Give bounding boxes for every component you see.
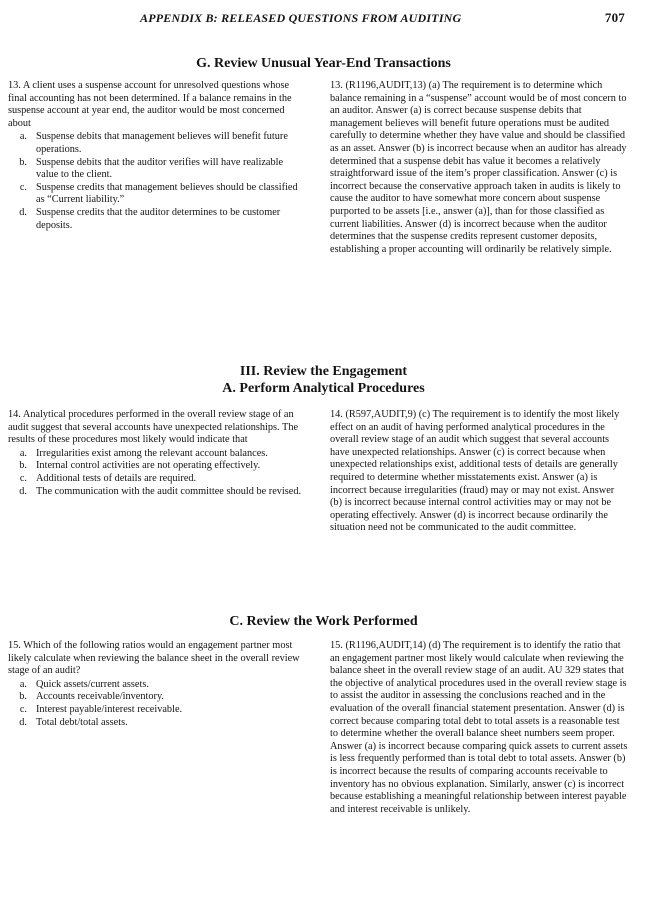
answer-15-text: 15. (R1196,AUDIT,14) (d) The requirement is to identify the ratio that an engagement partner most likely would calculate when reviewing the balance sheet in the overall review stage of an audit. AU 329 states that the objective of analytical procedures used in the overall review stage is to assist the auditor in assessing the conclusions reached and in the evaluation of the overall financial statement presentation. Answer (d) is correct because comparing total debt to total assets is a reasonable test to determine whether the overall balance sheet numbers seem proper. Answer (a) is incorrect because comparing quick assets to current assets is less frequently performed than is total debt to total assets. Answer (b) is incorrect because the results of comparing accounts receivable to inventory has no obvious explanation. Similarly, answer (c) is incorrect because establishing a meaningful relationship between interest payable and interest receivable is unlikely. bbox=[330, 640, 628, 815]
option-item bbox=[8, 473, 304, 486]
running-title: APPENDIX B: RELEASED QUESTIONS FROM AUDITING bbox=[140, 11, 462, 25]
section-title-a: A. Perform Analytical Procedures bbox=[222, 381, 425, 396]
option-letter: d. bbox=[19, 485, 27, 497]
option-letter: a. bbox=[19, 678, 27, 690]
option-text: Interest payable/interest receivable. bbox=[36, 703, 183, 715]
option-item bbox=[8, 717, 304, 730]
section-title-g: G. Review Unusual Year-End Transactions bbox=[196, 56, 451, 71]
option-letter: c. bbox=[19, 472, 27, 484]
option-text: The communication with the audit committee should be revised. bbox=[36, 485, 302, 497]
question-13 bbox=[8, 80, 304, 232]
question-15 bbox=[8, 640, 304, 729]
option-text: Suspense debits that the auditor verifies will have realizable value to the client. bbox=[36, 156, 284, 181]
option-item bbox=[8, 448, 304, 461]
option-item bbox=[8, 131, 304, 156]
option-text: Quick assets/current assets. bbox=[36, 678, 149, 690]
option-item bbox=[8, 182, 304, 207]
answer-14-text: 14. (R597,AUDIT,9) (c) The requirement is to identify the most likely effect on an audit of having performed analytical procedures in the overall review stage of an audit which suggest that several accounts have unexpected relationships. Answer (c) is correct because when unexpected relationships exist, additional tests of details are generally required to determine whether misstatements exist. Answer (a) is incorrect because irregularities (fraud) may or may not exist. Answer (b) is incorrect because internal control activities may or may not be operating effectively. Answer (d) is incorrect because ordinarily the situation need not be communicated to the audit committee. bbox=[330, 409, 620, 534]
question-14-options bbox=[8, 448, 304, 498]
page-header bbox=[0, 8, 647, 28]
question-13-options bbox=[8, 131, 304, 232]
option-letter: c. bbox=[19, 181, 27, 193]
option-item bbox=[8, 460, 304, 473]
option-letter: d. bbox=[19, 716, 27, 728]
option-text: Suspense credits that the auditor determines to be customer deposits. bbox=[36, 206, 281, 231]
option-item bbox=[8, 157, 304, 182]
option-text: Total debt/total assets. bbox=[36, 716, 128, 728]
option-letter: b. bbox=[19, 691, 27, 703]
answer-13 bbox=[330, 80, 628, 256]
question-13-stem: 13. A client uses a suspense account for unresolved questions whose final accounting has not been determined. If a balance remains in the suspense account at year end, the auditor would be most concerned about bbox=[8, 80, 292, 129]
option-letter: a. bbox=[19, 131, 27, 143]
page-number: 707 bbox=[604, 10, 625, 25]
question-15-stem: 15. Which of the following ratios would an engagement partner most likely calculate when reviewing the balance sheet in the overall review stage of an audit? bbox=[8, 640, 300, 677]
option-letter: c. bbox=[19, 703, 27, 715]
option-text: Additional tests of details are required. bbox=[36, 472, 197, 484]
option-item bbox=[8, 691, 304, 704]
question-14 bbox=[8, 409, 304, 498]
option-letter: b. bbox=[19, 156, 27, 168]
option-item bbox=[8, 207, 304, 232]
answer-13-text: 13. (R1196,AUDIT,13) (a) The requirement is to determine which balance remaining in a “suspense” account would be of most concern to an auditor. Answer (a) is correct because suspense debits that management believes will benefit future operations must be audited carefully to determine whether they have value and should be classified as an asset. Answer (b) is incorrect because when an auditor has already determined that a suspense debit has value it becomes a relatively straightforward issue of the item’s proper classification. Answer (c) is incorrect because the conservative approach taken in audits is likely to cause the auditor to have somewhat more concern about suspense purported to be assets [i.e., answer (a)], than for those classified as current liabilities. Answer (d) is incorrect because when the auditor determines that the suspense credits represent customer deposits, establishing a proper accounting will ordinarily be relatively simple. bbox=[330, 80, 627, 255]
option-letter: a. bbox=[19, 447, 27, 459]
option-text: Accounts receivable/inventory. bbox=[36, 691, 164, 703]
option-item bbox=[8, 486, 304, 499]
question-15-options bbox=[8, 679, 304, 729]
answer-14 bbox=[330, 409, 628, 535]
section-title-iii: III. Review the Engagement bbox=[239, 364, 408, 379]
section-title-c: C. Review the Work Performed bbox=[229, 614, 418, 629]
option-text: Suspense credits that management believes should be classified as “Current liability.” bbox=[36, 181, 298, 206]
option-item bbox=[8, 679, 304, 692]
question-14-stem: 14. Analytical procedures performed in the overall review stage of an audit suggest that several accounts have unexpected relationships. The results of these procedures most likely would indicate that bbox=[8, 409, 299, 446]
option-letter: d. bbox=[19, 206, 27, 218]
option-text: Irregularities exist among the relevant account balances. bbox=[36, 447, 268, 459]
option-text: Internal control activities are not operating effectively. bbox=[36, 460, 261, 472]
option-item bbox=[8, 704, 304, 717]
option-text: Suspense debits that management believes will benefit future operations. bbox=[36, 131, 288, 155]
option-letter: b. bbox=[19, 460, 27, 472]
answer-15 bbox=[330, 640, 628, 816]
